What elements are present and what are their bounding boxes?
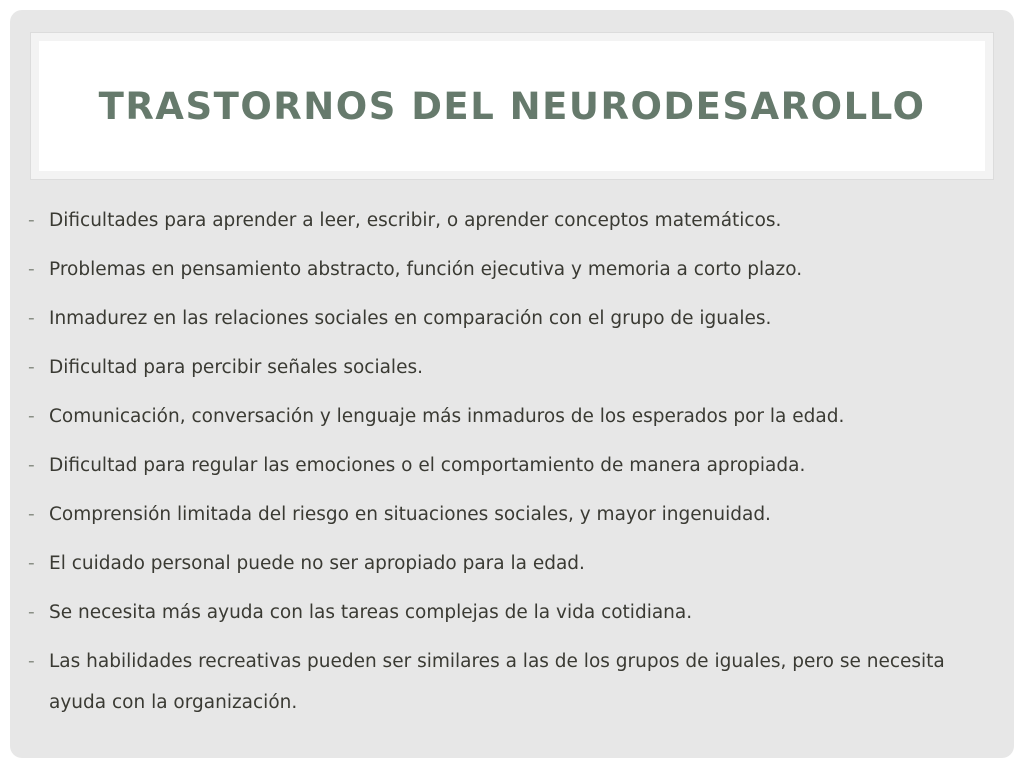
bullet-text: Comunicación, conversación y lenguaje más inmaduros de los esperados por la edad. xyxy=(49,406,845,427)
bullet-item xyxy=(28,200,998,241)
bullet-item xyxy=(28,347,998,388)
slide-title: TRASTORNOS DEL NEURODESAROLLO xyxy=(98,84,926,128)
bullet-item xyxy=(28,592,998,633)
bullet-item xyxy=(28,494,998,535)
bullet-text: Problemas en pensamiento abstracto, función ejecutiva y memoria a corto plazo. xyxy=(49,259,803,280)
bullet-item xyxy=(28,543,998,584)
bullet-text: Las habilidades recreativas pueden ser similares a las de los grupos de iguales, pero se necesita ayuda con la organización. xyxy=(49,651,945,713)
bullet-marker: - xyxy=(28,308,35,329)
bullet-item xyxy=(28,445,998,486)
bullet-marker: - xyxy=(28,357,35,378)
bullet-marker: - xyxy=(28,455,35,476)
bullet-item xyxy=(28,298,998,339)
bullet-marker: - xyxy=(28,504,35,525)
bullet-text: Dificultad para percibir señales sociales. xyxy=(49,357,423,378)
bullet-text: Dificultad para regular las emociones o el comportamiento de manera apropiada. xyxy=(49,455,806,476)
bullet-list xyxy=(28,200,998,731)
bullet-text: Se necesita más ayuda con las tareas complejas de la vida cotidiana. xyxy=(49,602,693,623)
title-panel xyxy=(39,41,985,171)
bullet-text: Comprensión limitada del riesgo en situaciones sociales, y mayor ingenuidad. xyxy=(49,504,771,525)
bullet-text: Inmadurez en las relaciones sociales en comparación con el grupo de iguales. xyxy=(49,308,772,329)
bullet-text: El cuidado personal puede no ser apropiado para la edad. xyxy=(49,553,585,574)
bullet-text: Dificultades para aprender a leer, escribir, o aprender conceptos matemáticos. xyxy=(49,210,782,231)
bullet-marker: - xyxy=(28,259,35,280)
title-box xyxy=(30,32,994,180)
bullet-item xyxy=(28,249,998,290)
bullet-item xyxy=(28,641,998,723)
bullet-marker: - xyxy=(28,651,35,672)
bullet-marker: - xyxy=(28,210,35,231)
bullet-marker: - xyxy=(28,406,35,427)
bullet-marker: - xyxy=(28,553,35,574)
bullet-marker: - xyxy=(28,602,35,623)
slide xyxy=(10,10,1014,758)
bullet-item xyxy=(28,396,998,437)
